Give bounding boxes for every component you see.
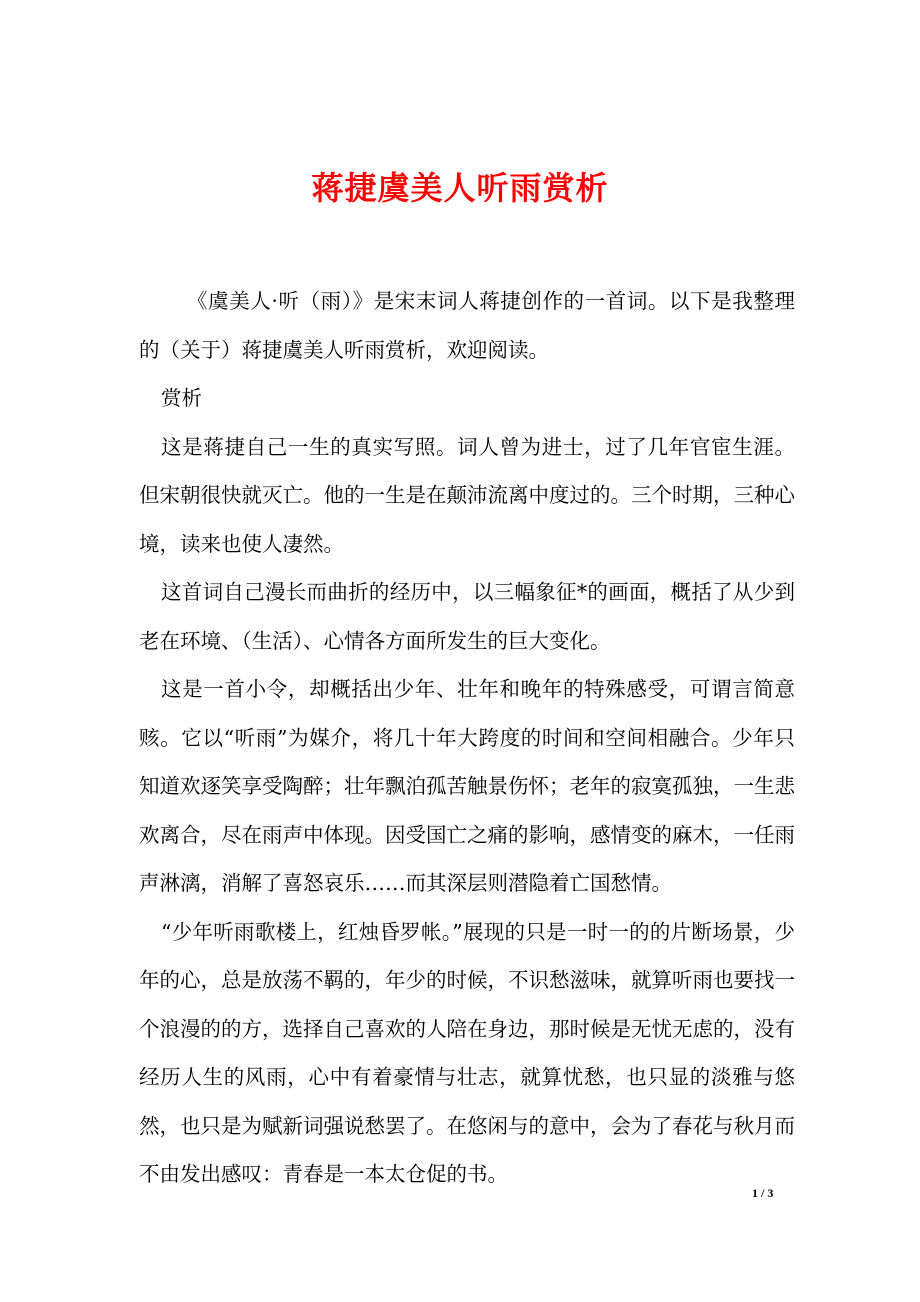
document-body bbox=[139, 277, 795, 1199]
body-paragraph: 这是蒋捷自己一生的真实写照。词人曾为进士，过了几年官宦生涯。但宋朝很快就灭亡。他的一生是在颠沛流离中度过的。三个时期，三种心境，读来也使人凄然。 bbox=[139, 434, 795, 556]
intro-paragraph: 《虞美人·听（雨）》是宋末词人蒋捷创作的一首词。以下是我整理的（关于）蒋捷虞美人听雨赏析，欢迎阅读。 bbox=[139, 289, 795, 362]
body-paragraph: 这是一首小令，却概括出少年、壮年和晚年的特殊感受，可谓言简意赅。它以“听雨”为媒介，将几十年大跨度的时间和空间相融合。少年只知道欢逐笑享受陶醉；壮年飘泊孤苦触景伤怀；老年的寂寞孤独，一生悲欢离合，尽在雨声中体现。因受国亡之痛的影响，感情变的麻木，一任雨声淋漓，消解了喜怒哀乐……而其深层则潜隐着亡国愁情。 bbox=[139, 677, 795, 895]
page-number: 1 / 3 bbox=[752, 1186, 774, 1200]
body-paragraph: 这首词自己漫长而曲折的经历中，以三幅象征*的画面，概括了从少到老在环境、（生活）、心情各方面所发生的巨大变化。 bbox=[139, 580, 795, 653]
section-heading: 赏析 bbox=[161, 386, 202, 410]
document-title: 蒋捷虞美人听雨赏析 bbox=[311, 169, 609, 208]
body-paragraph: “少年听雨歌楼上，红烛昏罗帐。”展现的只是一时一的的片断场景，少年的心，总是放荡不羁的，年少的时候，不识愁滋味，就算听雨也要找一个浪漫的的方，选择自己喜欢的人陪在身边，那时候是无忧无虑的，没有经历人生的风雨，心中有着豪情与壮志，就算忧愁，也只显的淡雅与悠然，也只是为赋新词强说愁罢了。在悠闲与的意中，会为了春花与秋月而不由发出感叹：青春是一本太仓促的书。 bbox=[139, 919, 795, 1186]
